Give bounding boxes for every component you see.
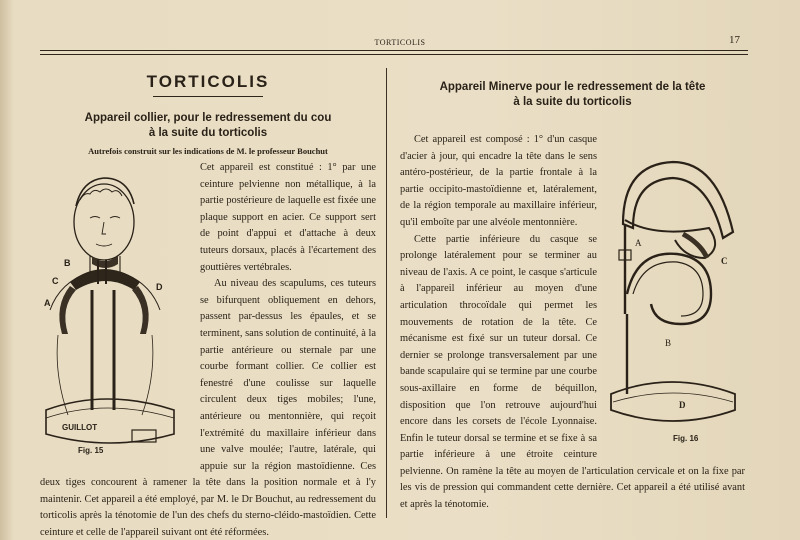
page-title: TORTICOLIS xyxy=(146,72,270,91)
header-rule-thin xyxy=(40,54,748,55)
fig16-label-b: B xyxy=(665,338,672,348)
fig15-label-a: A xyxy=(44,298,51,308)
right-paragraph-2: Cette partie inférieure du casque se prolonge latéralement pour se terminer au niveau de l'axis. A ce point, le casque s'articule à l'appareil inférieur au moyen d'une articulation throcoïdale qui permet les mouvements de rotation de la tête. Ce mécanisme est fixé sur un tuteur dorsal. Ce dernier se prolonge transversalement par une bande scapulaire qui se termine par une courbe sous-axillaire en forme de béquillon, disposition que l'on retrouve aujourd'hui encore dans les corsets de l'école Lyonnaise. Enfin le tuteur dorsal se termine et se fixe à sa partie inférieure à une étroite ceinture pelvienne. On ramène la tête au moyen de l'articulation cervicale et on la fixe par les vis de pression qui commandent cette dernière. Cet appareil a été utilisé avant et après la ténotomie. xyxy=(400,233,745,511)
column-divider xyxy=(386,68,387,518)
fig16-label-a: A xyxy=(635,238,642,248)
figure-15 xyxy=(40,160,192,460)
fig15-label-b: B xyxy=(64,258,71,268)
fig15-label-d: D xyxy=(156,282,163,292)
right-paragraph-1: Cet appareil est composé : 1° d'un casque d'acier à jour, qui encadre la tête dans le sens antéro-postérieur, de la partie frontale à la partie occipito-mastoïdienne et, latéralement, de la région temporale au maxillaire inférieur, qu'il emboîte par une alvéole mentonnière. xyxy=(400,134,597,228)
belt-maker-label: GUILLOT xyxy=(62,423,98,432)
left-paragraph-2: Au niveau des scapulums, ces tuteurs se bifurquent obliquement en dehors, passent par-dessus les épaules, et se terminent, sans solution de continuité, à la partie antérieure ou sternale par une courbe formant collier. Ce collier est fenestré d'une coulisse sur laquelle circulent deux tiges mobiles; l'une, antérieure ou mentonnière, qui reçoit l'extrémité du maxillaire inférieur dans une valve moulée; l'autre, latérale, qui appuie sur la région mastoïdienne. Ces deux tiges concourent à ramener la tête dans la position normale et à l'y maintenir. Cet appareil a été employé, par M. le Dr Bouchut, au redressement du torticolis après la ténotomie de l'un des chefs du sterno-cléido-mastoïdien. Cette ceinture et celle de l'appareil suivant ont été réformées. xyxy=(40,278,376,539)
fig16-label-c: C xyxy=(721,256,728,266)
fig15-label-c: C xyxy=(52,276,59,286)
right-section-title-line1: Appareil Minerve pour le redressement de la tête xyxy=(439,81,706,93)
right-column xyxy=(400,80,745,514)
collar-apparatus-illustration xyxy=(40,160,192,460)
left-section-title-line1: Appareil collier, pour le redressement du cou xyxy=(84,112,332,124)
fig16-label-d: D xyxy=(679,400,686,410)
left-subtitle: Autrefois construit sur les indications de M. le professeur Bouchut xyxy=(88,146,328,156)
left-column xyxy=(40,72,376,540)
figure-15-caption: Fig. 15 xyxy=(78,446,104,455)
left-section-title-line2: à la suite du torticolis xyxy=(148,127,268,139)
left-paragraph-1: Cet appareil est constitué : 1° par une ceinture pelvienne non métallique, à la partie postérieure de laquelle est fixée une plaque support en acier. Ce support sert de point d'appui et d'attache à deux tuteurs dorsaux, placés à l'écartement des gouttières vertébrales. xyxy=(200,162,376,273)
header-rule xyxy=(40,50,748,51)
right-section-title-line2: à la suite du torticolis xyxy=(513,96,632,108)
page-number: 17 xyxy=(729,34,740,46)
minerva-apparatus-illustration xyxy=(603,154,745,450)
figure-16 xyxy=(603,154,745,450)
running-head: TORTICOLIS xyxy=(374,38,426,47)
figure-16-caption: Fig. 16 xyxy=(673,434,699,443)
